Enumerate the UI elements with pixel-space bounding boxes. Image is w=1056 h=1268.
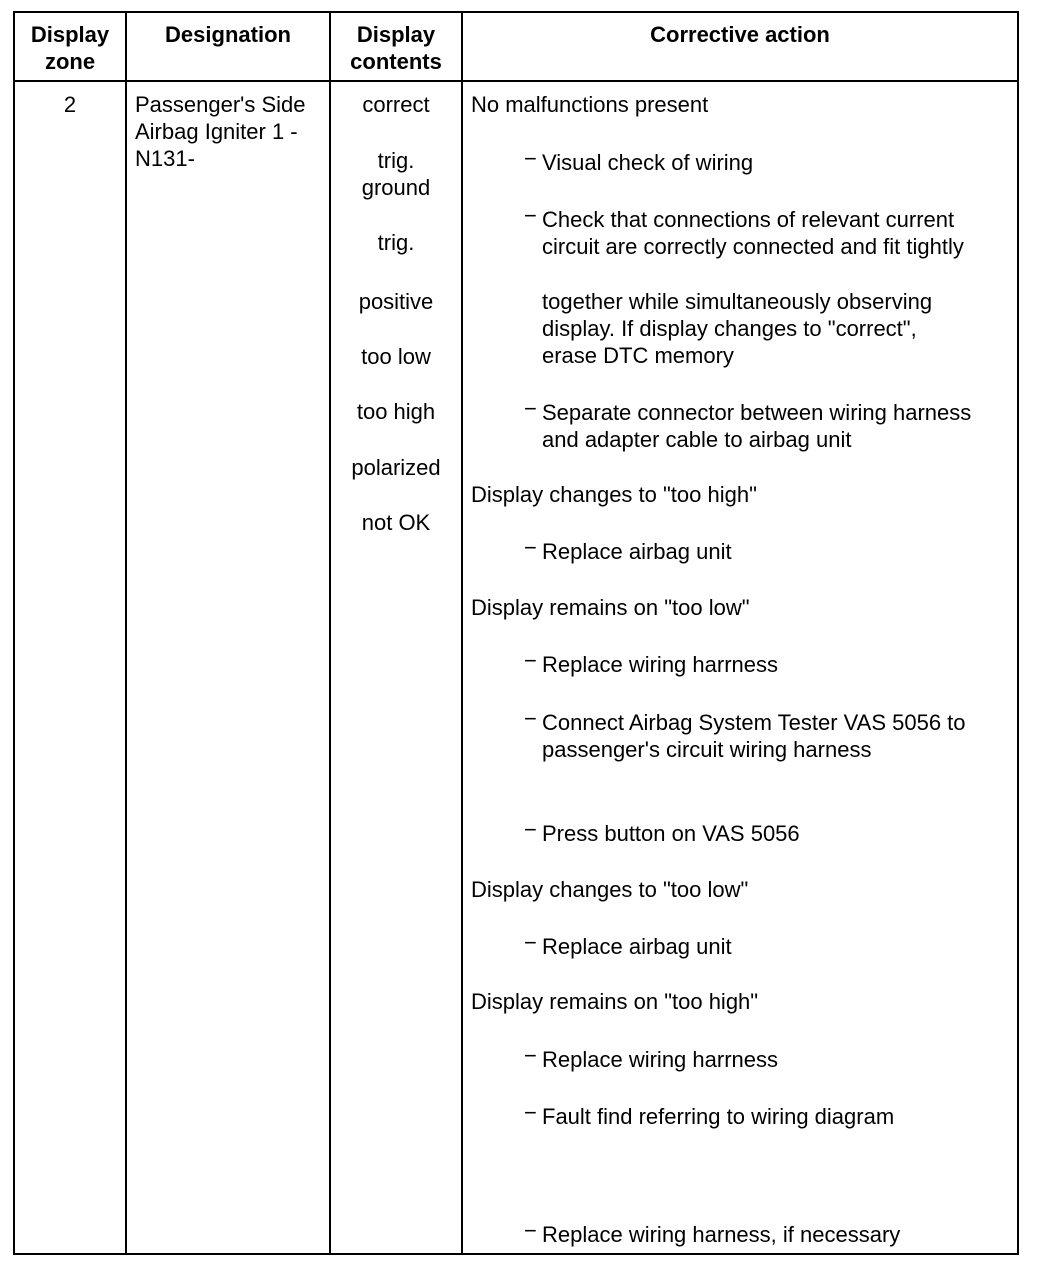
display-contents-positive: positive [358, 289, 434, 314]
header-display-zone [15, 21, 125, 75]
action-line: Replace airbag unit [542, 539, 732, 564]
designation-line: Airbag Igniter 1 - [135, 119, 298, 144]
action-line: No malfunctions present [471, 92, 709, 117]
header-display-contents [331, 21, 461, 75]
action-line: Visual check of wiring [542, 150, 754, 175]
cell-designation [135, 91, 306, 172]
action-line: Check that connections of relevant current [542, 207, 955, 232]
action-step [524, 1218, 901, 1248]
dash-bullet-icon: − [524, 1218, 537, 1243]
action-condition [471, 988, 758, 1015]
display-contents-polarized: polarized [351, 455, 441, 480]
action-condition [471, 876, 748, 903]
action-step [524, 203, 964, 260]
action-condition [471, 594, 750, 621]
action-step [524, 817, 800, 847]
action-condition [471, 481, 757, 508]
dash-bullet-icon: − [524, 930, 537, 955]
designation-line: Passenger's Side [135, 92, 306, 117]
action-line: Connect Airbag System Tester VAS 5056 to [542, 710, 966, 735]
action-step [524, 396, 972, 453]
action-line: Replace wiring harness, if necessary [542, 1222, 901, 1247]
column-divider [461, 13, 463, 1253]
header-display-zone-line: Display [30, 22, 110, 47]
action-line: together while simultaneously observing [542, 289, 933, 314]
dash-bullet-icon: − [524, 146, 537, 171]
action-step [524, 535, 732, 565]
dash-bullet-icon: − [524, 648, 537, 673]
action-line: circuit are correctly connected and fit tightly [542, 234, 964, 259]
display-contents-trig: trig. [377, 230, 415, 255]
action-line: Replace wiring harrness [542, 1047, 778, 1072]
designation-line: N131- [135, 146, 195, 171]
action-step [524, 1043, 778, 1073]
display-contents-too-high: too high [356, 399, 436, 424]
action-line: Display changes to "too low" [471, 877, 749, 902]
dash-bullet-icon: − [524, 1043, 537, 1068]
action-step [524, 706, 966, 763]
header-designation-text: Designation [165, 22, 291, 47]
dash-bullet-icon: − [524, 706, 537, 731]
header-display-contents-line: Display [356, 22, 436, 47]
action-line: Press button on VAS 5056 [542, 821, 800, 846]
dash-bullet-icon: − [524, 1100, 537, 1125]
action-condition [471, 91, 708, 118]
display-contents-too-low: too low [361, 344, 431, 369]
action-line: Replace airbag unit [542, 934, 732, 959]
action-line: and adapter cable to airbag unit [542, 427, 852, 452]
header-display-contents-line: contents [350, 49, 442, 74]
display-contents-ground: ground [361, 175, 431, 200]
action-step [524, 648, 778, 678]
header-display-zone-line: zone [44, 49, 96, 74]
column-divider [125, 13, 127, 1253]
dash-bullet-icon: − [524, 535, 537, 560]
action-step [524, 930, 732, 960]
corrective-action-table [13, 11, 1019, 1255]
display-contents-correct: correct [362, 92, 430, 117]
action-line: Display remains on "too low" [471, 595, 750, 620]
action-line: Replace wiring harrness [542, 652, 778, 677]
dash-bullet-icon: − [524, 817, 537, 842]
display-contents-trig: trig. [377, 148, 415, 173]
header-divider [15, 80, 1017, 82]
dash-bullet-icon: − [524, 203, 537, 228]
header-corrective-action-text: Corrective action [650, 22, 830, 47]
cell-display-zone: 2 [63, 92, 77, 117]
action-step [542, 288, 932, 369]
action-line: passenger's circuit wiring harness [542, 737, 872, 762]
action-line: Separate connector between wiring harness [542, 400, 972, 425]
header-designation [127, 21, 329, 48]
action-step [524, 1100, 895, 1130]
action-line: erase DTC memory [542, 343, 734, 368]
action-line: Fault find referring to wiring diagram [542, 1104, 895, 1129]
action-line: Display remains on "too high" [471, 989, 759, 1014]
action-line: Display changes to "too high" [471, 482, 757, 507]
dash-bullet-icon: − [524, 396, 537, 421]
action-line: display. If display changes to "correct", [542, 316, 917, 341]
action-step [524, 146, 754, 176]
display-contents-not-ok: not OK [361, 510, 431, 535]
header-corrective-action [463, 21, 1017, 48]
